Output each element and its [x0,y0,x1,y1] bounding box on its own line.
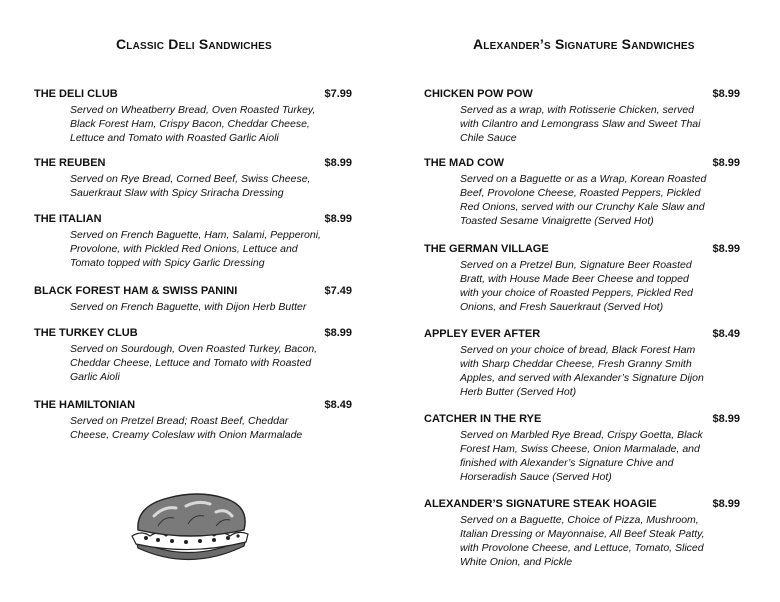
item-price: $7.49 [324,285,352,297]
item-description: Served on French Baguette, Ham, Salami, Pepperoni, Provolone, with Pickled Red Onions, Lettuce and Tomato topped with Spicy Garlic Dressing [70,229,321,269]
item-price: $8.49 [324,399,352,411]
menu-item [34,213,352,270]
item-description: Served on Marbled Rye Bread, Crispy Goetta, Black Forest Ham, Swiss Cheese, Onion Marmalade, and finished with Alexander’s Signature Chive and Horseradish Sauce (Served Hot) [460,429,703,483]
item-name: THE MAD COW [424,157,505,169]
item-price: $8.49 [712,328,740,340]
item-name: THE HAMILTONIAN [34,399,136,411]
menu-item [424,498,740,569]
item-description: Served on a Pretzel Bun, Signature Beer Roasted Bratt, with House Made Beer Cheese and topped with your choice of Roasted Peppers, Pickled Red Onions, and Fresh Sauerkraut (Served Hot) [460,259,693,313]
item-price: $8.99 [712,88,740,100]
item-price: $8.99 [712,413,740,425]
item-name: THE GERMAN VILLAGE [424,243,549,255]
menu-item [424,243,740,314]
item-name: APPLEY EVER AFTER [424,328,541,340]
item-name: ALEXANDER’S SIGNATURE STEAK HOAGIE [424,498,657,510]
menu-item [34,157,352,200]
menu-item [424,157,740,228]
item-description: Served on your choice of bread, Black Forest Ham with Sharp Cheddar Cheese, Fresh Granny Smith Apples, and served with Alexander’s Signature Dijon Herb Butter (Served Hot) [460,344,704,398]
item-name: THE ITALIAN [34,213,102,225]
item-description: Served as a wrap, with Rotisserie Chicken, served with Cilantro and Lemongrass Slaw and Sweet Thai Chile Sauce [460,104,701,144]
item-description: Served on Sourdough, Oven Roasted Turkey, Bacon, Cheddar Cheese, Lettuce and Tomato with Roasted Garlic Aioli [70,343,318,383]
item-name: THE TURKEY CLUB [34,327,138,339]
item-description: Served on Rye Bread, Corned Beef, Swiss Cheese, Sauerkraut Slaw with Spicy Sriracha Dressing [70,173,311,199]
item-name: THE REUBEN [34,157,106,169]
item-price: $8.99 [324,213,352,225]
item-price: $8.99 [712,157,740,169]
item-name: BLACK FOREST HAM & SWISS PANINI [34,285,238,297]
item-description: Served on a Baguette, Choice of Pizza, Mushroom, Italian Dressing or Mayonnaise, All Beef Steak Patty, with Provolone Cheese, and Lettuce, Tomato, Sliced White Onion, and Pickle [460,514,705,568]
item-price: $8.99 [324,157,352,169]
menu-item [34,327,352,384]
item-name: CHICKEN POW POW [424,88,533,100]
menu-item [424,328,740,399]
signature-heading: Alexander’s Signature Sandwiches [473,36,695,52]
item-description: Served on French Baguette, with Dijon Herb Butter [70,301,307,313]
item-price: $8.99 [324,327,352,339]
menu-item [424,413,740,484]
item-description: Served on a Baguette or as a Wrap, Korean Roasted Beef, Provolone Cheese, Roasted Peppers, Pickled Red Onions, served with our Crunchy Kale Slaw and Toasted Sesame Vinaigrette (Served Hot) [460,173,707,227]
menu-item [424,88,740,145]
menu-item [34,399,352,442]
item-name: CATCHER IN THE RYE [424,413,542,425]
item-description: Served on Pretzel Bread; Roast Beef, Cheddar Cheese, Creamy Coleslaw with Onion Marmalade [70,415,303,441]
classic-deli-heading: Classic Deli Sandwiches [116,36,272,52]
menu-item [34,285,352,314]
menu-item [34,88,352,145]
sandwich-icon [128,486,252,564]
item-price: $8.99 [712,498,740,510]
item-name: THE DELI CLUB [34,88,118,100]
item-price: $7.99 [324,88,352,100]
item-description: Served on Wheatberry Bread, Oven Roasted Turkey, Black Forest Ham, Crispy Bacon, Cheddar Cheese, Lettuce and Tomato with Roasted Garlic Aioli [70,104,316,144]
item-price: $8.99 [712,243,740,255]
